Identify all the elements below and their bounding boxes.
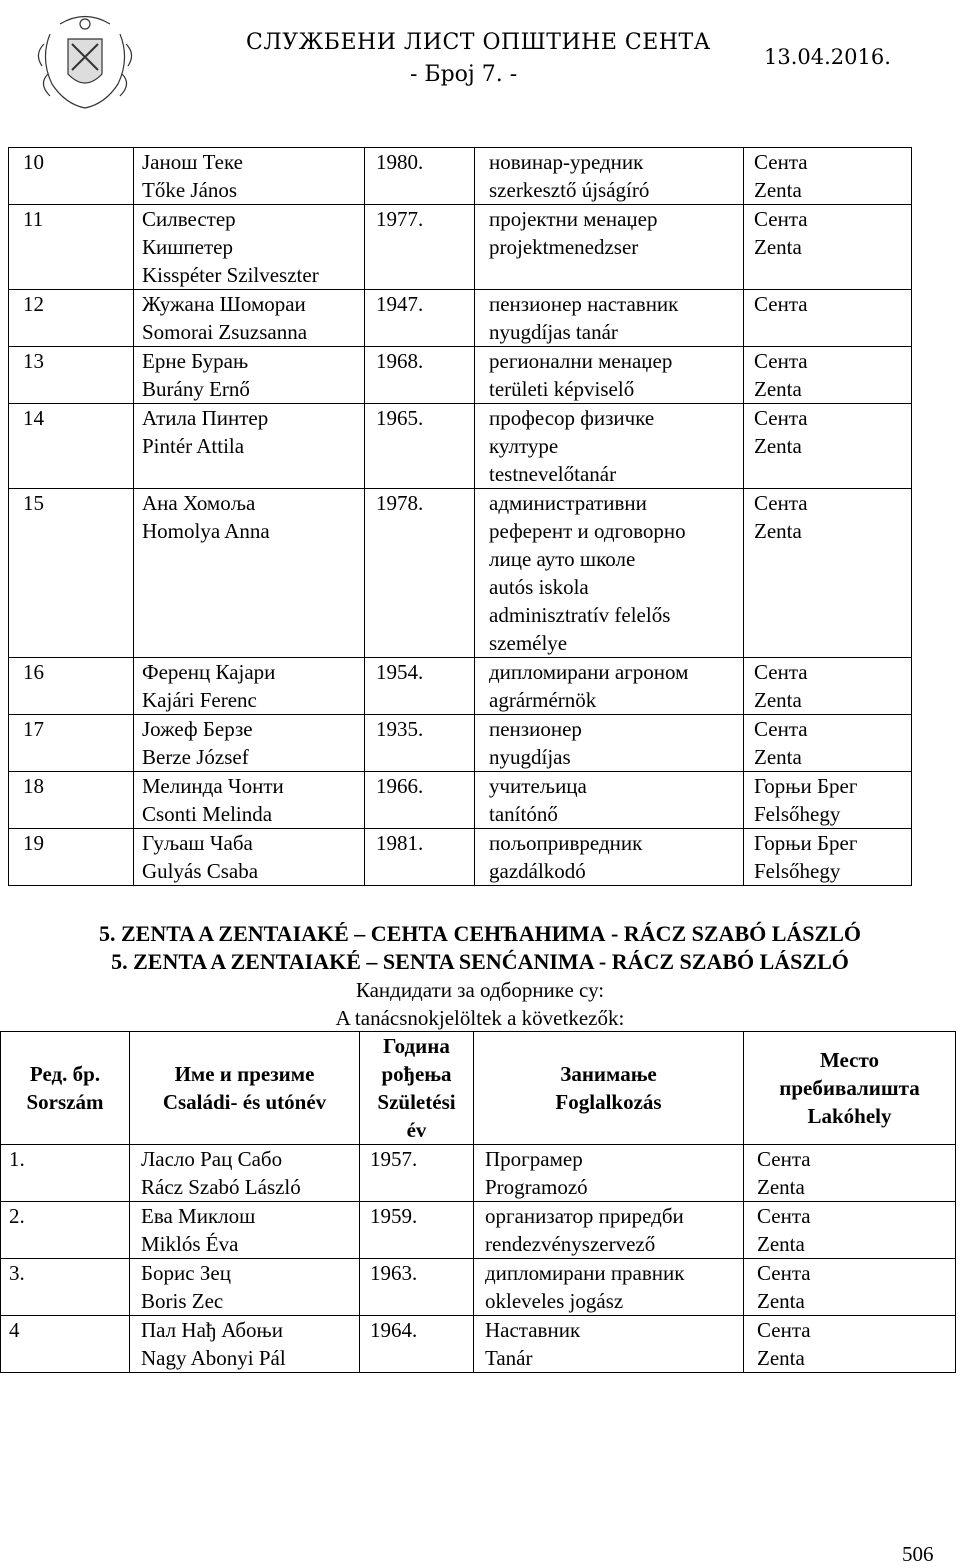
section-subtitle-serbian: Кандидати за одборнике су: xyxy=(355,978,605,1002)
cell-num-line: 15 xyxy=(23,491,44,515)
cell-year xyxy=(360,1259,474,1316)
cell-name-line: Boris Zec xyxy=(141,1289,224,1313)
cell-year-line: 1978. xyxy=(376,491,424,515)
cell-occupation-line: tanítónő xyxy=(489,802,558,826)
cell-name xyxy=(134,489,365,658)
cell-place-line: Zenta xyxy=(754,178,802,202)
cell-occupation xyxy=(475,772,744,829)
cell-num-line: 4 xyxy=(9,1318,20,1342)
cell-name-line: Tőke János xyxy=(142,178,238,202)
cell-name-line: Nagy Abonyi Pál xyxy=(141,1346,286,1370)
cell-occupation-line: референт и одговорно xyxy=(489,519,686,543)
cell-place-line: Сента xyxy=(754,349,808,373)
cell-occupation-line: Programozó xyxy=(485,1175,588,1199)
cell-year xyxy=(365,404,475,489)
cell-place-line: Сента xyxy=(757,1261,811,1285)
cell-place xyxy=(744,290,912,347)
cell-num xyxy=(9,148,134,205)
cell-year xyxy=(365,829,475,886)
cell-occupation-line: projektmenedzser xyxy=(489,235,639,259)
cell-place-line: Сента xyxy=(754,406,808,430)
cell-year-line: 1963. xyxy=(370,1261,418,1285)
cell-occupation-line: nyugdíjas tanár xyxy=(489,320,618,344)
header-num xyxy=(1,1032,130,1145)
cell-num-line: 12 xyxy=(23,292,44,316)
cell-occupation-line: személye xyxy=(489,631,568,655)
cell-occupation xyxy=(475,829,744,886)
cell-occupation-line: Наставник xyxy=(485,1318,581,1342)
cell-name-line: Kisspéter Szilveszter xyxy=(142,263,319,287)
cell-name xyxy=(130,1202,360,1259)
cell-name-line: Јожеф Берзе xyxy=(142,717,253,741)
cell-name-line: Csonti Melinda xyxy=(142,802,273,826)
cell-num xyxy=(9,205,134,290)
cell-year-line: 1965. xyxy=(376,406,424,430)
cell-num xyxy=(9,829,134,886)
cell-name xyxy=(134,148,365,205)
cell-place xyxy=(744,772,912,829)
cell-place-line: Zenta xyxy=(754,377,802,401)
cell-place-line: Сента xyxy=(757,1204,811,1228)
cell-num-line: 2. xyxy=(9,1204,25,1228)
section-title-latin: 5. ZENTA A ZENTAIAKÉ – SENTA SENĆANIMA - RÁCZ SZABÓ LÁSZLÓ xyxy=(111,949,849,974)
cell-year xyxy=(365,658,475,715)
cell-place-line: Сента xyxy=(754,207,808,231)
header-name-line: Име и презиме xyxy=(174,1062,315,1086)
table-row xyxy=(9,489,912,658)
cell-name xyxy=(134,290,365,347)
page-number: 506 xyxy=(902,1542,934,1566)
cell-place xyxy=(744,1259,956,1316)
cell-occupation-line: területi képviselő xyxy=(489,377,635,401)
cell-year xyxy=(365,148,475,205)
cell-occupation-line: Програмер xyxy=(485,1147,583,1171)
header-name xyxy=(130,1032,360,1145)
table-row xyxy=(1,1145,956,1202)
cell-place-line: Zenta xyxy=(757,1175,805,1199)
cell-year-line: 1957. xyxy=(370,1147,418,1171)
candidate-list-5 xyxy=(0,1031,956,1373)
cell-occupation-line: пензионер наставник xyxy=(489,292,679,316)
cell-name-line: Gulyás Csaba xyxy=(142,859,259,883)
cell-place xyxy=(744,205,912,290)
cell-num xyxy=(1,1145,130,1202)
header-year-line: Година xyxy=(383,1034,450,1058)
coat-of-arms-icon xyxy=(30,4,140,114)
cell-occupation-line: пензионер xyxy=(489,717,582,741)
cell-name xyxy=(130,1259,360,1316)
cell-num xyxy=(1,1259,130,1316)
table-row xyxy=(9,772,912,829)
cell-name-line: Мелинда Чонти xyxy=(142,774,284,798)
header-place-line: Место xyxy=(820,1048,879,1072)
table-row xyxy=(1,1316,956,1373)
cell-place-line: Zenta xyxy=(757,1346,805,1370)
gazette-title: СЛУЖБЕНИ ЛИСТ ОПШТИНЕ СЕНТА xyxy=(246,30,711,55)
cell-place xyxy=(744,715,912,772)
cell-place-line: Zenta xyxy=(754,745,802,769)
cell-num xyxy=(9,290,134,347)
candidate-list-continued xyxy=(8,147,912,886)
cell-name-line: Ева Миклош xyxy=(141,1204,256,1228)
cell-place-line: Zenta xyxy=(757,1232,805,1256)
cell-occupation xyxy=(474,1145,744,1202)
cell-occupation-line: дипломирани правник xyxy=(485,1261,685,1285)
cell-place-line: Сента xyxy=(757,1318,811,1342)
header-occupation-line: Foglalkozás xyxy=(555,1090,662,1114)
cell-occupation-line: административни xyxy=(489,491,647,515)
cell-place xyxy=(744,829,912,886)
cell-year xyxy=(365,347,475,404)
cell-num-line: 13 xyxy=(23,349,44,373)
cell-name xyxy=(134,404,365,489)
cell-name-line: Rácz Szabó László xyxy=(141,1175,301,1199)
table-row xyxy=(9,347,912,404)
cell-num-line: 16 xyxy=(23,660,44,684)
cell-occupation xyxy=(475,148,744,205)
cell-name xyxy=(134,205,365,290)
cell-year-line: 1968. xyxy=(376,349,424,373)
cell-occupation-line: gazdálkodó xyxy=(489,859,586,883)
cell-year xyxy=(360,1145,474,1202)
cell-year-line: 1954. xyxy=(376,660,424,684)
table-header-row xyxy=(1,1032,956,1145)
table-row xyxy=(9,205,912,290)
cell-occupation-line: професор физичке xyxy=(489,406,655,430)
section-title-cyrillic: 5. ZENTA A ZENTAIAKÉ – СЕНТА СЕНЋАНИМА - RÁCZ SZABÓ LÁSZLÓ xyxy=(99,921,861,946)
issue-date: 13.04.2016. xyxy=(764,45,891,69)
cell-year xyxy=(360,1316,474,1373)
page-header xyxy=(0,0,960,115)
cell-num xyxy=(9,489,134,658)
cell-occupation-line: организатор приредби xyxy=(485,1204,684,1228)
cell-occupation-line: adminisztratív felelős xyxy=(489,603,671,627)
cell-occupation xyxy=(475,489,744,658)
header-num-line: Ред. бр. xyxy=(29,1062,101,1086)
cell-name-line: Somorai Zsuzsanna xyxy=(142,320,308,344)
cell-occupation-line: okleveles jogász xyxy=(485,1289,624,1313)
cell-occupation xyxy=(475,404,744,489)
section-subtitle-hungarian: A tanácsnokjelöltek a következők: xyxy=(335,1006,625,1030)
cell-name-line: Гуљаш Чаба xyxy=(142,831,253,855)
cell-place-line: Felsőhegy xyxy=(754,802,841,826)
cell-place xyxy=(744,404,912,489)
header-place xyxy=(744,1032,956,1145)
table-row xyxy=(9,829,912,886)
cell-occupation-line: учитељица xyxy=(489,774,587,798)
header-occupation xyxy=(474,1032,744,1145)
cell-occupation xyxy=(474,1259,744,1316)
cell-name-line: Berze József xyxy=(142,745,249,769)
cell-year-line: 1935. xyxy=(376,717,424,741)
cell-year-line: 1964. xyxy=(370,1318,418,1342)
cell-num-line: 10 xyxy=(23,150,44,174)
cell-name xyxy=(134,658,365,715)
issue-number: - Број 7. - xyxy=(410,62,518,87)
cell-num-line: 14 xyxy=(23,406,44,430)
cell-place xyxy=(744,148,912,205)
cell-place-line: Сента xyxy=(754,292,808,316)
cell-place xyxy=(744,347,912,404)
cell-name-line: Burány Ernő xyxy=(142,377,250,401)
cell-occupation xyxy=(475,205,744,290)
cell-name-line: Ана Хомоља xyxy=(142,491,256,515)
cell-place-line: Zenta xyxy=(754,688,802,712)
cell-year-line: 1980. xyxy=(376,150,424,174)
cell-place-line: Zenta xyxy=(754,519,802,543)
cell-num xyxy=(9,347,134,404)
cell-num-line: 1. xyxy=(9,1147,25,1171)
cell-num xyxy=(1,1316,130,1373)
cell-place xyxy=(744,489,912,658)
table-row xyxy=(9,404,912,489)
header-year-line: Születési xyxy=(377,1090,456,1114)
cell-year-line: 1981. xyxy=(376,831,424,855)
cell-occupation-line: регионални менаџер xyxy=(489,349,673,373)
cell-name-line: Јанош Теке xyxy=(142,150,244,174)
cell-num xyxy=(1,1202,130,1259)
cell-name-line: Пал Нађ Абоњи xyxy=(141,1318,283,1342)
cell-occupation-line: szerkesztő újságíró xyxy=(489,178,650,202)
cell-place-line: Сента xyxy=(757,1147,811,1171)
table-row xyxy=(1,1259,956,1316)
table-row xyxy=(9,148,912,205)
cell-name xyxy=(134,829,365,886)
cell-num-line: 17 xyxy=(23,717,44,741)
cell-year-line: 1947. xyxy=(376,292,424,316)
cell-place-line: Felsőhegy xyxy=(754,859,841,883)
cell-occupation xyxy=(474,1202,744,1259)
cell-occupation-line: културе xyxy=(489,434,559,458)
cell-place-line: Сента xyxy=(754,660,808,684)
cell-year xyxy=(360,1202,474,1259)
cell-num-line: 11 xyxy=(23,207,44,231)
cell-num xyxy=(9,404,134,489)
cell-num-line: 18 xyxy=(23,774,44,798)
table-row xyxy=(9,290,912,347)
cell-place xyxy=(744,1202,956,1259)
cell-num-line: 3. xyxy=(9,1261,25,1285)
header-year xyxy=(360,1032,474,1145)
cell-name-line: Pintér Attila xyxy=(142,434,245,458)
cell-year xyxy=(365,205,475,290)
header-num-line: Sorszám xyxy=(26,1090,104,1114)
table-row xyxy=(9,658,912,715)
cell-occupation xyxy=(475,715,744,772)
cell-place-line: Zenta xyxy=(754,434,802,458)
cell-occupation-line: Tanár xyxy=(485,1346,533,1370)
cell-occupation-line: новинар-уредник xyxy=(489,150,644,174)
cell-place-line: Сента xyxy=(754,717,808,741)
header-year-line: év xyxy=(406,1118,427,1142)
cell-name xyxy=(130,1316,360,1373)
header-place-line: пребивалишта xyxy=(779,1076,920,1100)
header-place-line: Lakóhely xyxy=(807,1104,892,1128)
cell-name-line: Kajári Ferenc xyxy=(142,688,257,712)
table-row xyxy=(9,715,912,772)
cell-year xyxy=(365,489,475,658)
cell-occupation-line: autós iskola xyxy=(489,575,589,599)
cell-place-line: Zenta xyxy=(757,1289,805,1313)
cell-place-line: Zenta xyxy=(754,235,802,259)
cell-name-line: Ференц Кајари xyxy=(142,660,276,684)
cell-place xyxy=(744,658,912,715)
cell-name-line: Ласло Рац Сабо xyxy=(141,1147,283,1171)
cell-name-line: Атила Пинтер xyxy=(142,406,269,430)
cell-place xyxy=(744,1145,956,1202)
cell-name xyxy=(134,772,365,829)
cell-num-line: 19 xyxy=(23,831,44,855)
cell-name-line: Кишпетер xyxy=(142,235,233,259)
cell-occupation xyxy=(475,658,744,715)
cell-num xyxy=(9,715,134,772)
header-year-line: рођења xyxy=(381,1062,452,1086)
cell-occupation xyxy=(475,347,744,404)
cell-name xyxy=(134,715,365,772)
cell-occupation-line: rendezvényszervező xyxy=(485,1232,656,1256)
cell-occupation-line: пројектни менаџер xyxy=(489,207,658,231)
cell-place-line: Сента xyxy=(754,491,808,515)
cell-name xyxy=(130,1145,360,1202)
cell-num xyxy=(9,658,134,715)
cell-occupation xyxy=(475,290,744,347)
cell-year-line: 1966. xyxy=(376,774,424,798)
cell-place-line: Сента xyxy=(754,150,808,174)
cell-num xyxy=(9,772,134,829)
cell-occupation-line: testnevelőtanár xyxy=(489,462,617,486)
cell-occupation-line: дипломирани агроном xyxy=(489,660,689,684)
cell-occupation-line: пољопривредник xyxy=(489,831,643,855)
cell-place xyxy=(744,1316,956,1373)
cell-year xyxy=(365,715,475,772)
header-name-line: Családi- és utónév xyxy=(162,1090,327,1114)
cell-name-line: Борис Зец xyxy=(141,1261,231,1285)
cell-year-line: 1959. xyxy=(370,1204,418,1228)
cell-place-line: Горњи Брег xyxy=(754,831,858,855)
cell-name-line: Ерне Бурањ xyxy=(142,349,249,373)
header-occupation-line: Занимање xyxy=(560,1062,657,1086)
cell-name xyxy=(134,347,365,404)
cell-occupation-line: agrármérnök xyxy=(489,688,597,712)
cell-name-line: Miklós Éva xyxy=(141,1232,239,1256)
cell-place-line: Горњи Брег xyxy=(754,774,858,798)
cell-occupation-line: лице ауто школе xyxy=(489,547,636,571)
cell-year xyxy=(365,772,475,829)
cell-year xyxy=(365,290,475,347)
cell-occupation-line: nyugdíjas xyxy=(489,745,571,769)
cell-year-line: 1977. xyxy=(376,207,424,231)
cell-name-line: Жужана Шомораи xyxy=(142,292,306,316)
cell-occupation xyxy=(474,1316,744,1373)
cell-name-line: Homolya Anna xyxy=(142,519,270,543)
cell-name-line: Силвестер xyxy=(142,207,236,231)
table-row xyxy=(1,1202,956,1259)
